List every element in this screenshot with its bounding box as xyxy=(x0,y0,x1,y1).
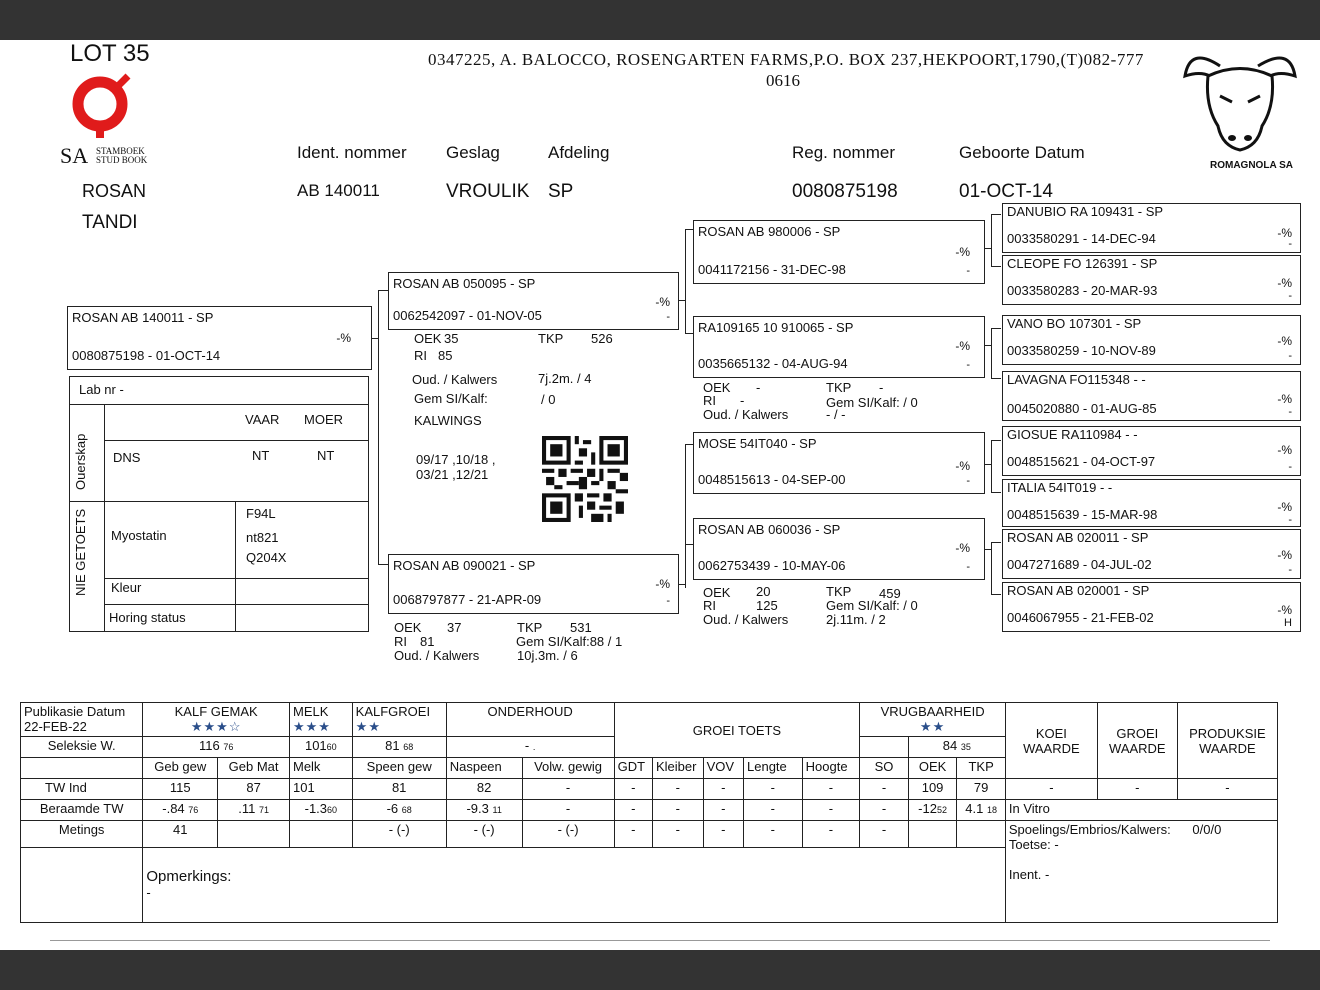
melk-stars: ★★★ xyxy=(292,719,331,734)
col-header: Kleiber xyxy=(653,758,704,779)
sire-oek-value: 35 xyxy=(444,331,459,346)
qr-code-icon xyxy=(540,436,630,522)
btw-acc: 60 xyxy=(327,805,338,815)
footer-divider xyxy=(50,940,1270,941)
btw-cell xyxy=(957,800,1006,821)
tw-koei: - xyxy=(1005,779,1097,800)
dns-label: DNS xyxy=(113,450,141,465)
ggp6-pct: -% xyxy=(1277,500,1292,514)
ggp-box-5 xyxy=(1002,426,1301,476)
btw-value: 4.1 xyxy=(965,801,984,816)
dns-moer: NT xyxy=(317,448,335,463)
reg-label: Reg. nommer xyxy=(792,143,895,162)
sire-ri-label: RI xyxy=(414,348,427,363)
met-cell: - (-) xyxy=(352,821,446,848)
moer-header: MOER xyxy=(304,412,343,427)
gp4-pct: -% xyxy=(955,541,970,555)
dam-gem: Gem SI/Kalf:88 / 1 xyxy=(516,634,623,649)
toetse-label: Toetse: - xyxy=(1008,837,1059,852)
dam-oek-label: OEK xyxy=(394,620,422,635)
btw-value: -1.3 xyxy=(304,801,328,816)
btw-value: -12 xyxy=(918,801,937,816)
tw-cell: 87 xyxy=(218,779,290,800)
sire-name: ROSAN AB 050095 - SP xyxy=(393,276,536,291)
col-header: SO xyxy=(860,758,909,779)
ggp3-dash: - xyxy=(1288,350,1292,362)
seleksie-kalf-acc: 76 xyxy=(223,742,234,752)
lab-nr: Lab nr - xyxy=(79,382,124,397)
ggp8-dash: H xyxy=(1284,617,1292,629)
btw-value: - xyxy=(721,801,726,816)
seleksie-melk xyxy=(289,737,352,758)
gp4-reg: 0062753439 - 10-MAY-06 xyxy=(698,558,846,573)
col-header: Melk xyxy=(289,758,352,779)
btw-acc: 52 xyxy=(936,805,947,815)
koei-waarde-header xyxy=(1005,703,1097,779)
ggp5-dash: - xyxy=(1288,461,1292,473)
dam-oud-value: 10j.3m. / 6 xyxy=(517,648,578,663)
onderhoud-header xyxy=(446,703,614,737)
dam-oud-label: Oud. / Kalwers xyxy=(394,648,480,663)
ggp-box-8 xyxy=(1002,582,1301,632)
beraamde-tw-label: Beraamde TW xyxy=(21,800,143,821)
sire-pct: -% xyxy=(655,295,670,309)
animal-name-1: ROSAN xyxy=(82,181,147,201)
met-cell xyxy=(908,821,957,848)
grandparent-box-3 xyxy=(693,432,985,494)
vrugbaarheid-stars: ★★ xyxy=(919,719,946,734)
seleksie-kalf-value: 116 xyxy=(198,738,220,753)
sire-kalwing-dates-1: 09/17 ,10/18 , xyxy=(416,452,496,467)
tw-cell: 82 xyxy=(446,779,522,800)
ident-value: AB 140011 xyxy=(297,181,380,200)
ggp8-name: ROSAN AB 020001 - SP xyxy=(1007,583,1150,598)
gp3-name: MOSE 54IT040 - SP xyxy=(698,436,817,451)
ggp-box-1 xyxy=(1002,203,1301,253)
ggp-box-2 xyxy=(1002,255,1301,305)
col-header: Speen gew xyxy=(352,758,446,779)
seleksie-onderhoud-acc: . xyxy=(532,742,536,752)
sire-kalwing-dates-2: 03/21 ,12/21 xyxy=(416,467,489,482)
ggp2-reg: 0033580283 - 20-MAR-93 xyxy=(1007,283,1158,298)
gp3-reg: 0048515613 - 04-SEP-00 xyxy=(698,472,846,487)
btw-cell xyxy=(289,800,352,821)
ident-label: Ident. nommer xyxy=(297,143,407,162)
btw-value: - xyxy=(881,801,887,816)
tw-groei: - xyxy=(1097,779,1177,800)
btw-cell xyxy=(802,800,860,821)
pub-date: 22-FEB-22 xyxy=(24,719,87,734)
produksie-waarde-label: PRODUKSIE WAARDE xyxy=(1189,725,1266,756)
ouerskap-label: Ouerskap xyxy=(73,433,88,490)
grandparent-box-2 xyxy=(693,316,985,378)
gp4-tkp-label: TKP xyxy=(826,584,852,599)
metings-row xyxy=(21,821,1278,848)
ggp-box-7 xyxy=(1002,529,1301,579)
ggp7-reg: 0047271689 - 04-JUL-02 xyxy=(1007,557,1152,572)
kalfgroei-label: KALFGROEI xyxy=(355,704,431,719)
col-header: Naspeen xyxy=(446,758,522,779)
kalf-gemak-header xyxy=(143,703,290,737)
sire-tkp-value: 526 xyxy=(591,331,613,346)
ggp1-name: DANUBIO RA 109431 - SP xyxy=(1007,204,1164,219)
gp2-dash: - xyxy=(966,359,970,371)
btw-cell xyxy=(218,800,290,821)
btw-cell xyxy=(653,800,704,821)
seleksie-kalfgroei-acc: 68 xyxy=(403,742,414,752)
tw-cell: 115 xyxy=(143,779,218,800)
lot-number: LOT 35 xyxy=(70,40,150,67)
myostatin-f94l: F94L xyxy=(246,506,276,521)
seleksie-onderhoud xyxy=(446,737,614,758)
opmerkings-cell xyxy=(143,848,1006,923)
col-header: VOV xyxy=(703,758,743,779)
gp1-name: ROSAN AB 980006 - SP xyxy=(698,224,841,239)
opmerkings-value: - xyxy=(146,885,151,900)
col-header: Volw. gewig xyxy=(522,758,614,779)
seleksie-label: Seleksie W. xyxy=(21,737,143,758)
tw-cell: - xyxy=(614,779,652,800)
horing-label: Horing status xyxy=(109,610,186,625)
sire-gem-label: Gem SI/Kalf: xyxy=(414,391,488,406)
gp2-tkp-value: - xyxy=(879,380,884,395)
btw-cell xyxy=(143,800,218,821)
inent-label: Inent. - xyxy=(1008,867,1050,882)
gp3-dash: - xyxy=(966,475,970,487)
gp4-gem: Gem SI/Kalf: / 0 xyxy=(826,598,918,613)
ggp4-name: LAVAGNA FO115348 - - xyxy=(1007,372,1146,387)
seleksie-kalfgroei xyxy=(352,737,446,758)
btw-cell xyxy=(860,800,909,821)
logo-stamboek: STAMBOEK xyxy=(96,146,145,156)
col-header: Lengte xyxy=(744,758,803,779)
tw-row xyxy=(21,779,1278,800)
gp2-tkp-label: TKP xyxy=(826,380,852,395)
met-cell xyxy=(957,821,1006,848)
dns-vaar: NT xyxy=(252,448,270,463)
seleksie-onderhoud-value: - xyxy=(524,738,530,753)
sire-reg: 0062542097 - 01-NOV-05 xyxy=(393,308,542,323)
btw-value: - xyxy=(770,801,775,816)
dam-reg: 0068797877 - 21-APR-09 xyxy=(393,592,542,607)
sire-oek-label: OEK xyxy=(414,331,442,346)
produksie-waarde-header xyxy=(1177,703,1277,779)
met-cell: - xyxy=(802,821,860,848)
sire-tkp-label: TKP xyxy=(538,331,564,346)
btw-cell xyxy=(703,800,743,821)
ggp3-name: VANO BO 107301 - SP xyxy=(1007,316,1142,331)
met-cell: - xyxy=(614,821,652,848)
met-cell: - xyxy=(744,821,803,848)
kalfgroei-stars: ★★ xyxy=(355,719,381,734)
gp1-dash: - xyxy=(966,265,970,277)
sire-box xyxy=(388,272,679,330)
breeder-address-2: 0616 xyxy=(766,71,800,90)
ggp-box-4 xyxy=(1002,371,1301,421)
tw-cell: 79 xyxy=(957,779,1006,800)
gp4-name: ROSAN AB 060036 - SP xyxy=(698,522,841,537)
animal-name-2: TANDI xyxy=(82,212,138,233)
kalf-gemak-stars: ★★★☆ xyxy=(190,719,242,734)
ggp3-reg: 0033580259 - 10-NOV-89 xyxy=(1007,343,1156,358)
spoelings-label: Spoelings/Embrios/Kalwers: xyxy=(1008,822,1171,837)
kleur-label: Kleur xyxy=(111,580,142,595)
melk-label: MELK xyxy=(292,704,329,719)
nie-getoets-label: NIE GETOETS xyxy=(73,508,88,596)
ggp2-dash: - xyxy=(1288,290,1292,302)
btw-value: -6 xyxy=(386,801,399,816)
top-bar xyxy=(0,0,1320,40)
spoelings-value: 0/0/0 xyxy=(1192,822,1222,837)
seleksie-vrug-value: 84 xyxy=(942,738,958,753)
met-cell: - (-) xyxy=(522,821,614,848)
btw-value: - xyxy=(565,801,571,816)
myostatin-q204x: Q204X xyxy=(246,550,287,565)
tw-cell: - xyxy=(703,779,743,800)
tw-produksie: - xyxy=(1177,779,1277,800)
met-cell xyxy=(218,821,290,848)
dam-ri-label: RI xyxy=(394,634,407,649)
btw-cell xyxy=(522,800,614,821)
seleksie-vrug-acc: 35 xyxy=(960,742,971,752)
ggp5-name: GIOSUE RA110984 - - xyxy=(1007,427,1138,442)
groei-waarde-label: GROEI WAARDE xyxy=(1109,725,1166,756)
dam-box xyxy=(388,554,679,614)
btw-cell xyxy=(614,800,652,821)
btw-acc: 76 xyxy=(188,805,199,815)
seleksie-melk-value: 101 xyxy=(304,738,327,753)
vaar-header: VAAR xyxy=(245,412,280,427)
gp2-oek-label: OEK xyxy=(703,380,731,395)
groei-toets-header xyxy=(614,703,860,758)
gp4-oud-label: Oud. / Kalwers xyxy=(703,612,789,627)
sire-dash: - xyxy=(666,311,670,323)
met-cell: - xyxy=(860,821,909,848)
ggp5-reg: 0048515621 - 04-OCT-97 xyxy=(1007,454,1156,469)
section-header-row xyxy=(21,703,1278,737)
sire-gem-value: / 0 xyxy=(541,392,556,407)
gp2-oud-label: Oud. / Kalwers xyxy=(703,407,789,422)
pub-label: Publikasie Datum xyxy=(24,704,126,719)
dam-tkp-value: 531 xyxy=(570,620,592,635)
dam-oek-value: 37 xyxy=(447,620,462,635)
col-header: Geb gew xyxy=(143,758,218,779)
col-header: Geb Mat xyxy=(218,758,290,779)
ggp-box-3 xyxy=(1002,315,1301,365)
gp4-oud-value: 2j.11m. / 2 xyxy=(826,612,886,627)
btw-value: .11 xyxy=(238,801,256,816)
ggp6-reg: 0048515639 - 15-MAR-98 xyxy=(1007,507,1158,522)
kalf-gemak-label: KALF GEMAK xyxy=(174,704,258,719)
btw-value: -.84 xyxy=(162,801,185,816)
gp2-oud-value: - / - xyxy=(826,407,846,422)
cow-head-icon xyxy=(1180,46,1300,158)
logo-studbook: STUD BOOK xyxy=(96,155,148,165)
ggp1-dash: - xyxy=(1288,238,1292,250)
self-pct: -% xyxy=(336,331,351,345)
btw-value: - xyxy=(828,801,834,816)
gp2-name: RA109165 10 910065 - SP xyxy=(698,320,854,335)
ggp6-name: ITALIA 54IT019 - - xyxy=(1007,480,1113,495)
ggp2-name: CLEOPE FO 126391 - SP xyxy=(1007,256,1158,271)
opmerkings-label: Opmerkings: xyxy=(146,868,232,885)
gp1-pct: -% xyxy=(955,245,970,259)
ggp7-pct: -% xyxy=(1277,548,1292,562)
tw-label: TW Ind xyxy=(21,779,143,800)
sire-ri-value: 85 xyxy=(438,348,453,363)
kalfgroei-header xyxy=(352,703,446,737)
dam-dash: - xyxy=(666,595,670,607)
dam-tkp-label: TKP xyxy=(517,620,543,635)
melk-header xyxy=(289,703,352,737)
ggp4-dash: - xyxy=(1288,406,1292,418)
btw-acc: 71 xyxy=(258,805,269,815)
tw-cell: - xyxy=(860,779,909,800)
ggp8-pct: -% xyxy=(1277,603,1292,617)
seleksie-melk-acc: 60 xyxy=(326,742,337,752)
geslag-label: Geslag xyxy=(446,143,500,162)
geboorte-value: 01-OCT-14 xyxy=(959,181,1053,202)
gp1-reg: 0041172156 - 31-DEC-98 xyxy=(698,262,846,277)
gp4-oek-label: OEK xyxy=(703,585,731,600)
seleksie-vrug xyxy=(908,737,1005,758)
beraamde-tw-row xyxy=(21,800,1278,821)
gp2-ri-label: RI xyxy=(703,393,716,408)
met-cell: - (-) xyxy=(446,821,522,848)
btw-acc: 68 xyxy=(401,805,412,815)
seleksie-kalfgroei-value: 81 xyxy=(385,738,400,753)
breeding-values-table xyxy=(20,702,1278,923)
gp4-tkp-value: 459 xyxy=(879,586,901,601)
in-vitro-label: In Vitro xyxy=(1005,800,1277,821)
breeder-address: 0347225, A. BALOCCO, ROSENGARTEN FARMS,P.O. BOX 237,HEKPOORT,1790,(T)082-777 xyxy=(428,50,1144,69)
onderhoud-label: ONDERHOUD xyxy=(487,704,573,719)
vrugbaarheid-header xyxy=(860,703,1006,737)
logo-sa: SA xyxy=(60,143,89,168)
myostatin-nt821: nt821 xyxy=(246,530,279,545)
met-cell: - xyxy=(653,821,704,848)
sire-kalwings: KALWINGS xyxy=(414,413,482,428)
tw-cell: - xyxy=(802,779,860,800)
breed-logo-text: ROMAGNOLA SA xyxy=(1210,160,1293,171)
pub-cell xyxy=(21,703,143,737)
btw-cell xyxy=(908,800,957,821)
ggp5-pct: -% xyxy=(1277,443,1292,457)
studbook-logo-icon xyxy=(70,72,134,140)
sire-oud-label: Oud. / Kalwers xyxy=(412,372,498,387)
ggp6-dash: - xyxy=(1288,514,1292,526)
gp4-ri-label: RI xyxy=(703,598,716,613)
geslag-value: VROULIK xyxy=(446,181,530,202)
gp3-pct: -% xyxy=(955,459,970,473)
ggp4-reg: 0045020880 - 01-AUG-85 xyxy=(1007,401,1157,416)
met-cell xyxy=(289,821,352,848)
ggp7-dash: - xyxy=(1288,564,1292,576)
ggp-box-6 xyxy=(1002,479,1301,527)
gp4-oek-value: 20 xyxy=(756,584,771,599)
gp2-ri-value: - xyxy=(740,393,745,408)
dam-ri-value: 81 xyxy=(420,634,435,649)
sire-oud-value: 7j.2m. / 4 xyxy=(538,371,592,386)
self-name: ROSAN AB 140011 - SP xyxy=(72,310,214,325)
tw-cell: - xyxy=(744,779,803,800)
met-cell: - xyxy=(703,821,743,848)
btw-cell xyxy=(446,800,522,821)
groei-waarde-header xyxy=(1097,703,1177,779)
afdeling-value: SP xyxy=(548,181,574,202)
gp4-ri-value: 125 xyxy=(756,598,778,613)
koei-waarde-label: KOEI WAARDE xyxy=(1023,725,1080,756)
ggp2-pct: -% xyxy=(1277,276,1292,290)
self-pedigree-box xyxy=(67,306,372,370)
ggp8-reg: 0046067955 - 21-FEB-02 xyxy=(1007,610,1154,625)
btw-cell xyxy=(352,800,446,821)
ggp4-pct: -% xyxy=(1277,392,1292,406)
bottom-bar xyxy=(0,950,1320,990)
gp2-gem: Gem SI/Kalf: / 0 xyxy=(826,395,918,410)
tw-cell: - xyxy=(522,779,614,800)
groei-toets-label: GROEI TOETS xyxy=(692,722,782,738)
btw-value: - xyxy=(631,801,636,816)
grandparent-box-1 xyxy=(693,220,985,284)
gp4-dash: - xyxy=(966,561,970,573)
myostatin-label: Myostatin xyxy=(111,528,167,543)
btw-cell xyxy=(744,800,803,821)
gp2-pct: -% xyxy=(955,339,970,353)
col-header: TKP xyxy=(957,758,1006,779)
col-header: OEK xyxy=(908,758,957,779)
grandparent-box-4 xyxy=(693,518,985,580)
tw-cell: - xyxy=(653,779,704,800)
dam-name: ROSAN AB 090021 - SP xyxy=(393,558,536,573)
met-cell: 41 xyxy=(143,821,218,848)
col-header: GDT xyxy=(614,758,652,779)
btw-value: -9.3 xyxy=(466,801,489,816)
tw-cell: 81 xyxy=(352,779,446,800)
reg-value: 0080875198 xyxy=(792,181,898,202)
spoelings-cell xyxy=(1005,821,1277,923)
self-reg: 0080875198 - 01-OCT-14 xyxy=(72,348,221,363)
gp2-reg: 0035665132 - 04-AUG-94 xyxy=(698,356,848,371)
tw-cell: 101 xyxy=(289,779,352,800)
tw-cell: 109 xyxy=(908,779,957,800)
gp2-oek-value: - xyxy=(756,380,761,395)
vrugbaarheid-label: VRUGBAARHEID xyxy=(880,704,985,719)
ggp7-name: ROSAN AB 020011 - SP xyxy=(1007,530,1149,545)
ggp3-pct: -% xyxy=(1277,334,1292,348)
metings-label: Metings xyxy=(21,821,143,848)
geboorte-label: Geboorte Datum xyxy=(959,143,1085,162)
seleksie-kalf xyxy=(143,737,290,758)
col-header: Hoogte xyxy=(802,758,860,779)
btw-acc: 18 xyxy=(986,805,997,815)
btw-acc: 11 xyxy=(492,805,502,815)
afdeling-label: Afdeling xyxy=(548,143,610,162)
ggp1-pct: -% xyxy=(1277,226,1292,240)
btw-value: - xyxy=(675,801,680,816)
dam-pct: -% xyxy=(655,577,670,591)
ggp1-reg: 0033580291 - 14-DEC-94 xyxy=(1007,231,1156,246)
